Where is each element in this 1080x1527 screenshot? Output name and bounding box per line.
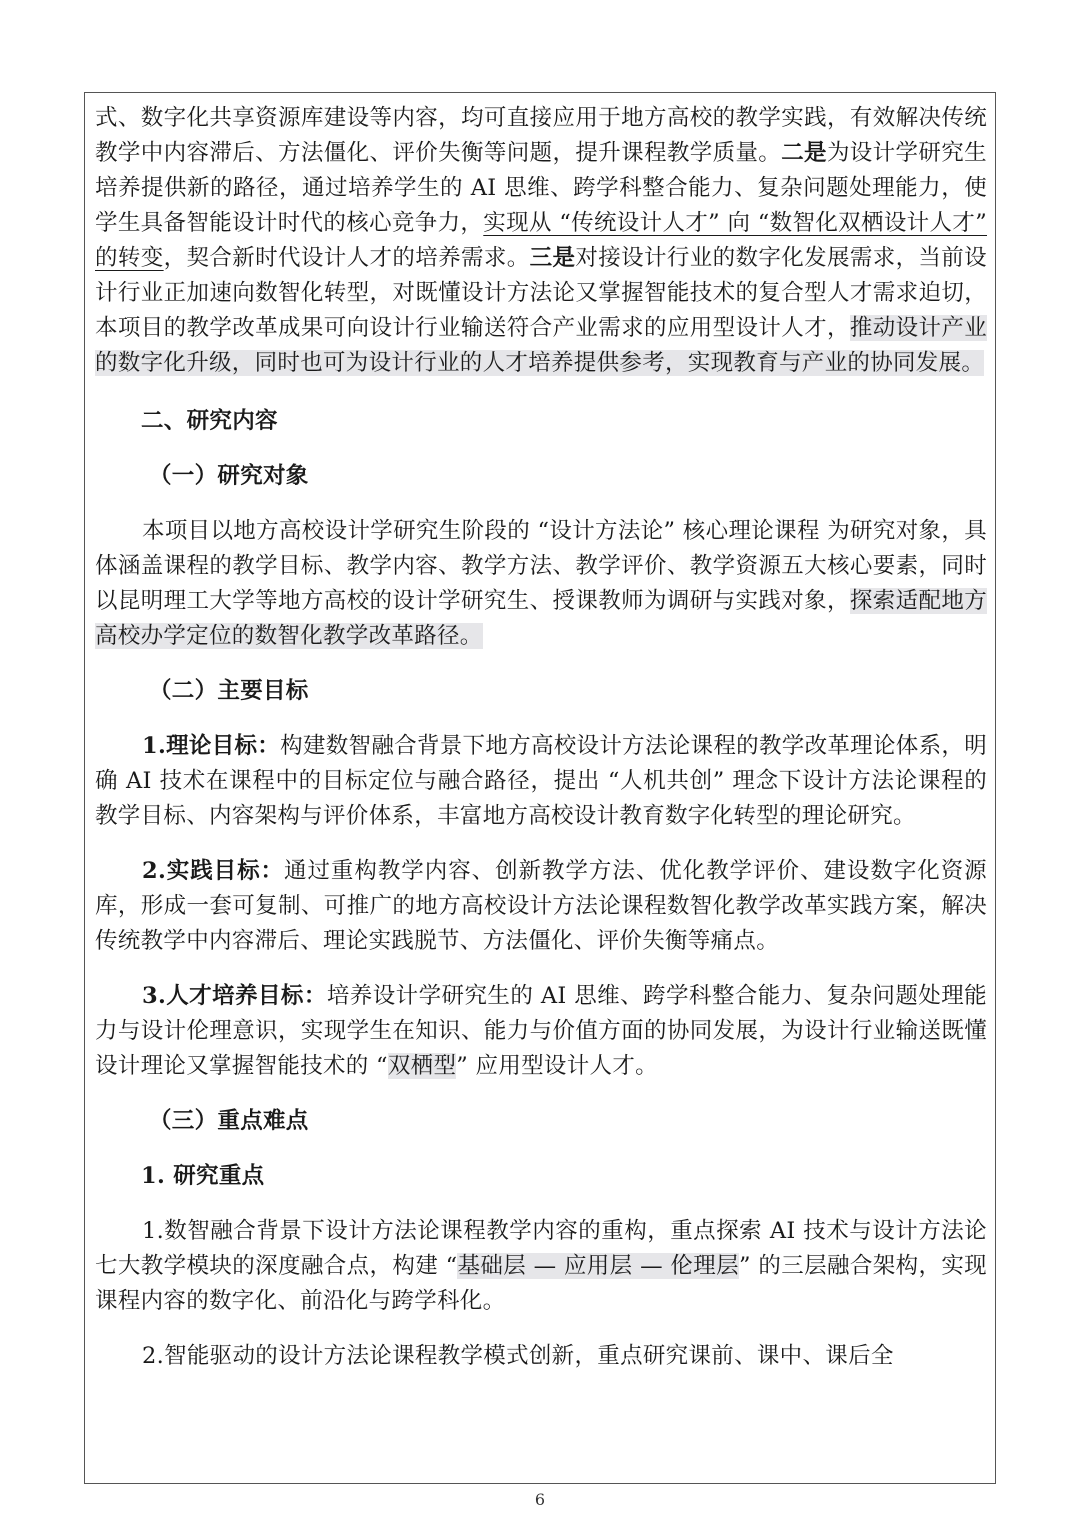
page-frame bbox=[84, 92, 996, 1484]
subheading-research-focus: 1. 研究重点 bbox=[141, 1163, 265, 1189]
paragraph-practice-goal: 2.实践目标：通过重构教学内容、创新教学方法、优化教学评价、建设数字化资源库，形成一套可复制、可推广的地方高校设计方法论课程数智化教学改革实践方案，解决传统教学中内容滞后、理论实践脱节、方法僵化、评价失衡等痛点。 bbox=[95, 858, 987, 954]
highlighted-text: 探索适配地方高校办学定位的数智化教学改革路径。 bbox=[95, 588, 987, 649]
page-number: 6 bbox=[534, 1490, 546, 1509]
highlighted-text: 推动设计产业的数字化升级，同时也可为设计行业的人才培养提供参考，实现教育与产业的协同发展。 bbox=[95, 315, 987, 376]
paragraph-significance: 式、数字化共享资源库建设等内容，均可直接应用于地方高校的教学实践，有效解决传统教学中内容滞后、方法僵化、评价失衡等问题，提升课程教学质量。二是为设计学研究生培养提供新的路径，通过培养学生的 AI 思维、跨学科整合能力、复杂问题处理能力，使学生具备智能设计时代的核心竞争力，实现从 “传统设计人才” 向 “数智化双栖设计人才” 的转变，契合新时代设计人才的培养需求。三是对接设计行业的数字化发展需求，当前设计行业正加速向数智化转型，对既懂设计方法论又掌握智能技术的复合型人才需求迫切，本项目的教学改革成果可向设计行业输送符合产业需求的应用型设计人才，推动设计产业的数字化升级，同时也可为设计行业的人才培养提供参考，实现教育与产业的协同发展。 bbox=[95, 105, 987, 376]
section-heading: 二、研究内容 bbox=[141, 408, 278, 434]
subsection-heading-key-points: （三）重点难点 bbox=[149, 1108, 309, 1134]
paragraph-focus-1: 1.数智融合背景下设计方法论课程教学内容的重构，重点探索 AI 技术与设计方法论七大教学模块的深度融合点，构建 “基础层 — 应用层 — 伦理层” 的三层融合架构，实现课程内容的数字化、前沿化与跨学科化。 bbox=[95, 1218, 987, 1314]
underlined-text: 实现从 “传统设计人才” 向 “数智化双栖设计人才” 的转变 bbox=[95, 210, 987, 271]
paragraph-talent-goal: 3.人才培养目标：培养设计学研究生的 AI 思维、跨学科整合能力、复杂问题处理能力与设计伦理意识，实现学生在知识、能力与价值方面的协同发展，为设计行业输送既懂设计理论又掌握智能技术的 “双栖型” 应用型设计人才。 bbox=[95, 983, 987, 1079]
highlighted-text: 双栖型 bbox=[387, 1053, 457, 1079]
highlighted-text: 基础层 — 应用层 — 伦理层 bbox=[457, 1253, 740, 1279]
subsection-heading-objects: （一）研究对象 bbox=[149, 463, 309, 489]
paragraph-theory-goal: 1.理论目标：构建数智融合背景下地方高校设计方法论课程的教学改革理论体系，明确 AI 技术在课程中的目标定位与融合路径，提出 “人机共创” 理念下设计方法论课程的教学目标、内容架构与评价体系，丰富地方高校设计教育数字化转型的理论研究。 bbox=[95, 733, 987, 829]
paragraph-research-object: 本项目以地方高校设计学研究生阶段的 “设计方法论” 核心理论课程 为研究对象，具体涵盖课程的教学目标、教学内容、教学方法、教学评价、教学资源五大核心要素，同时以昆明理工大学等地方高校的设计学研究生、授课教师为调研与实践对象，探索适配地方高校办学定位的数智化教学改革路径。 bbox=[95, 518, 987, 649]
subsection-heading-goals: （二）主要目标 bbox=[149, 678, 309, 704]
document-body bbox=[95, 101, 987, 1374]
paragraph-focus-2: 2.智能驱动的设计方法论课程教学模式创新，重点研究课前、课中、课后全 bbox=[142, 1343, 894, 1369]
